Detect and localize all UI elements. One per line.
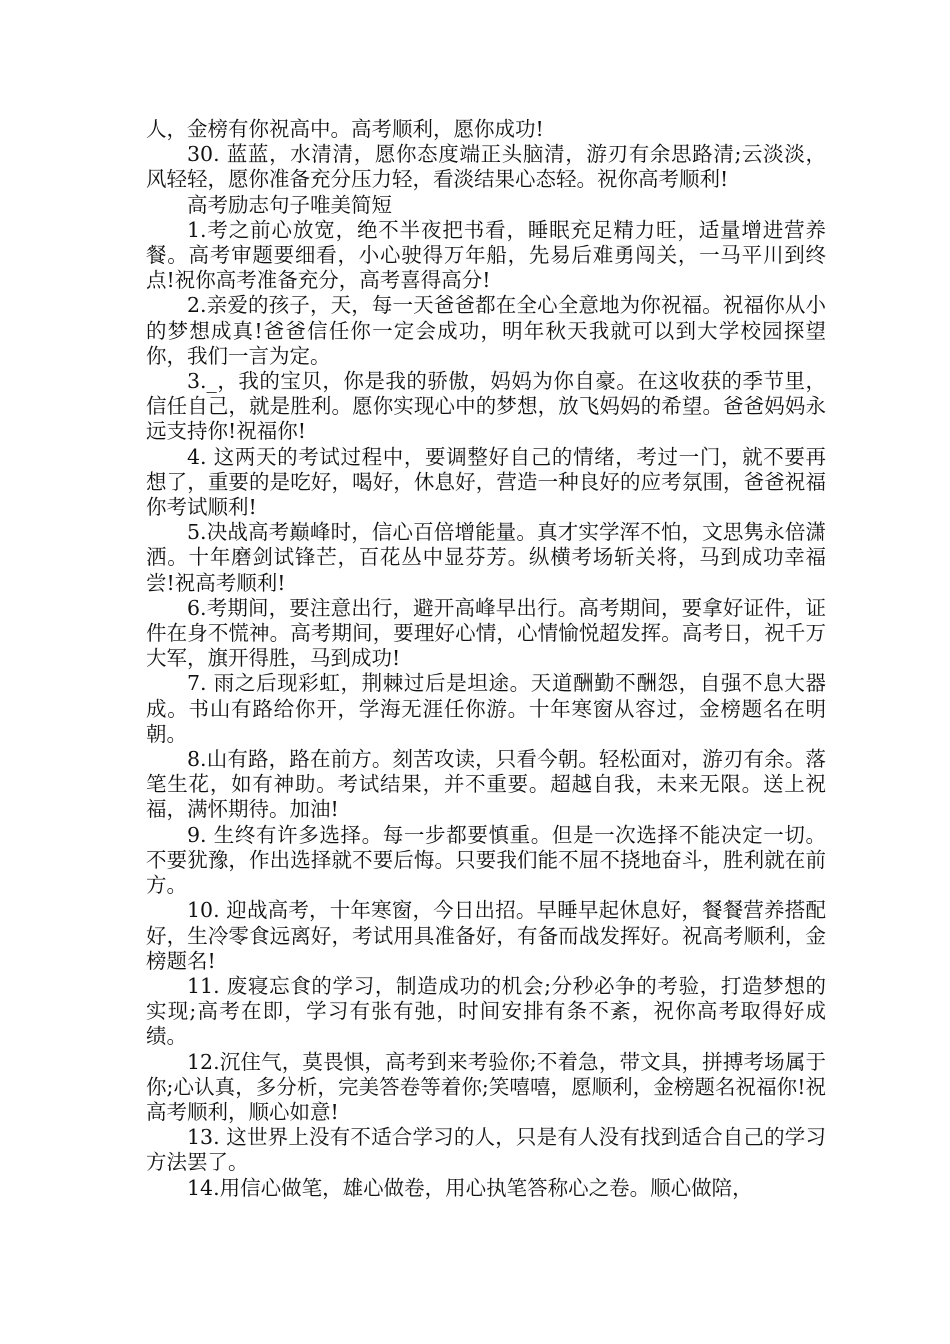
paragraph-2: 2.亲爱的孩子，天，每一天爸爸都在全心全意地为你祝福。祝福你从小的梦想成真!爸爸信任你一定会成功，明年秋天我就可以到大学校园探望你，我们一言为定。 bbox=[146, 293, 826, 368]
paragraph-4: 4. 这两天的考试过程中，要调整好自己的情绪，考过一门，就不要再想了，重要的是吃好，喝好，休息好，营造一种良好的应考氛围，爸爸祝福你考试顺利! bbox=[146, 444, 826, 520]
section-heading: 高考励志句子唯美简短 bbox=[187, 192, 392, 217]
document-body bbox=[146, 117, 826, 1201]
paragraph-1: 1.考之前心放宽，绝不半夜把书看，睡眠充足精力旺，适量增进营养餐。高考审题要细看，小心驶得万年船，先易后难勇闯关，一马平川到终点!祝你高考准备充分，高考喜得高分! bbox=[146, 217, 826, 293]
paragraph-3: 3._，我的宝贝，你是我的骄傲，妈妈为你自豪。在这收获的季节里，信任自己，就是胜利。愿你实现心中的梦想，放飞妈妈的希望。爸爸妈妈永远支持你!祝福你! bbox=[146, 369, 826, 444]
paragraph-30: 30. 蓝蓝，水清清，愿你态度端正头脑清，游刃有余思路清;云淡淡，风轻轻，愿你准备充分压力轻，看淡结果心态轻。祝你高考顺利! bbox=[146, 142, 826, 192]
paragraph-14: 14.用信心做笔，雄心做卷，用心执笔答称心之卷。顺心做陪， bbox=[187, 1175, 753, 1200]
paragraph-8: 8.山有路，路在前方。刻苦攻读，只看今朝。轻松面对，游刃有余。落笔生花，如有神助。考试结果，并不重要。超越自我，未来无限。送上祝福，满怀期待。加油! bbox=[146, 747, 826, 822]
paragraph-5: 5.决战高考巅峰时，信心百倍增能量。真才实学浑不怕，文思隽永倍潇洒。十年磨剑试锋芒，百花丛中显芬芳。纵横考场斩关将，马到成功幸福尝!祝高考顺利! bbox=[146, 520, 826, 595]
paragraph-7: 7. 雨之后现彩虹，荆棘过后是坦途。天道酬勤不酬怨，自强不息大器成。书山有路给你开，学海无涯任你游。十年寒窗从容过，金榜题名在明朝。 bbox=[146, 671, 826, 746]
paragraph-continuation: 人，金榜有你祝高中。高考顺利，愿你成功! bbox=[146, 117, 544, 141]
paragraph-13: 13. 这世界上没有不适合学习的人，只是有人没有找到适合自己的学习方法罢了。 bbox=[146, 1125, 826, 1175]
paragraph-11: 11. 废寝忘食的学习，制造成功的机会;分秒必争的考验，打造梦想的实现;高考在即，学习有张有弛，时间安排有条不紊，祝你高考取得好成绩。 bbox=[146, 973, 826, 1049]
paragraph-6: 6.考期间，要注意出行，避开高峰早出行。高考期间，要拿好证件，证件在身不慌神。高考期间，要理好心情，心情愉悦超发挥。高考日，祝千万大军，旗开得胜，马到成功! bbox=[146, 595, 826, 671]
paragraph-9: 9. 生终有许多选择。每一步都要慎重。但是一次选择不能决定一切。不要犹豫，作出选择就不要后悔。只要我们能不屈不挠地奋斗，胜利就在前方。 bbox=[146, 822, 826, 898]
paragraph-10: 10. 迎战高考，十年寒窗，今日出招。早睡早起休息好，餐餐营养搭配好，生冷零食远离好，考试用具准备好，有备而战发挥好。祝高考顺利，金榜题名! bbox=[146, 898, 826, 973]
paragraph-12: 12.沉住气，莫畏惧，高考到来考验你;不着急，带文具，拼搏考场属于你;心认真，多分析，完美答卷等着你;笑嘻嘻，愿顺利，金榜题名祝福你!祝高考顺利，顺心如意! bbox=[146, 1049, 826, 1124]
